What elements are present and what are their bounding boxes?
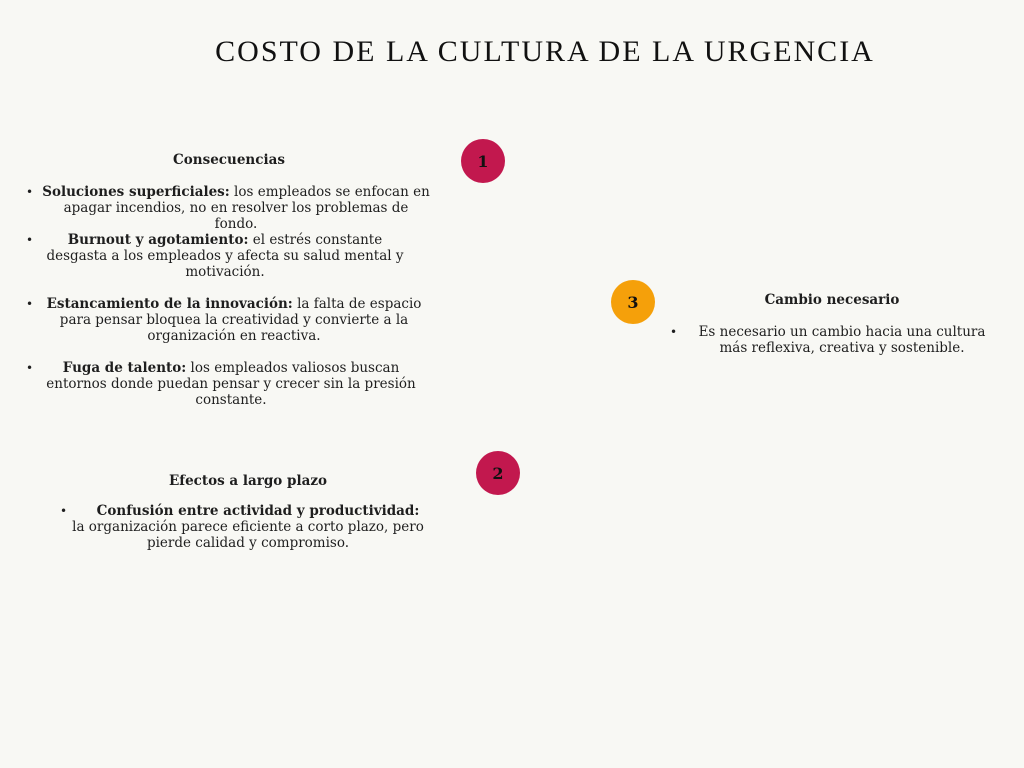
step-marker-1-label: 1 (477, 151, 489, 171)
step-marker-2-label: 2 (492, 463, 504, 483)
list-item-bold: Fuga de talento: (62, 360, 187, 376)
list-item-bold: Burnout y agotamiento: (67, 232, 249, 248)
list-item-text: Es necesario un cambio hacia una cultura más reflexiva, creativa y sostenible. (698, 324, 986, 356)
list-item-bold: Soluciones superficiales: (42, 184, 230, 200)
list-item-bold: Estancamiento de la innovación: (46, 296, 293, 312)
list-item-text: la falta de espacio para pensar bloquea la creatividad y convierte a la organización en reactiva. (59, 296, 422, 344)
cambio-list (668, 324, 996, 356)
step-marker-3 (611, 280, 655, 324)
list-item (668, 324, 996, 356)
bullet-icon: • (670, 325, 678, 339)
list-item (24, 360, 434, 408)
list-item-text: el estrés constante desgasta a los empleados y afecta su salud mental y motivación. (46, 232, 404, 280)
page-title: COSTO DE LA CULTURA DE LA URGENCIA (215, 35, 875, 68)
list-item (60, 503, 436, 551)
list-item (24, 184, 434, 232)
list-item (24, 296, 434, 344)
step-marker-1 (461, 139, 505, 183)
list-item-text: los empleados se enfocan en apagar incendios, no en resolver los problemas de fondo. (63, 184, 430, 232)
list-item-text: los empleados valiosos buscan entornos donde puedan pensar y crecer sin la presión constante. (46, 360, 416, 408)
efectos-heading: Efectos a largo plazo (168, 473, 327, 489)
list-item (24, 232, 434, 280)
bullet-icon: • (26, 233, 34, 247)
bullet-icon: • (26, 185, 34, 199)
consecuencias-heading: Consecuencias (173, 152, 285, 168)
consecuencias-section (24, 152, 434, 408)
bullet-icon: • (26, 361, 34, 375)
bullet-icon: • (60, 504, 68, 518)
list-item-text: la organización parece eficiente a corto plazo, pero pierde calidad y compromiso. (72, 519, 424, 551)
step-marker-2 (476, 451, 520, 495)
efectos-section (60, 473, 436, 551)
cambio-heading: Cambio necesario (764, 292, 900, 308)
list-item-bold: Confusión entre actividad y productividad: (96, 503, 420, 519)
efectos-list (60, 503, 436, 551)
step-marker-3-label: 3 (627, 292, 639, 312)
cambio-section (668, 292, 996, 356)
consecuencias-list (24, 184, 434, 408)
bullet-icon: • (26, 297, 34, 311)
